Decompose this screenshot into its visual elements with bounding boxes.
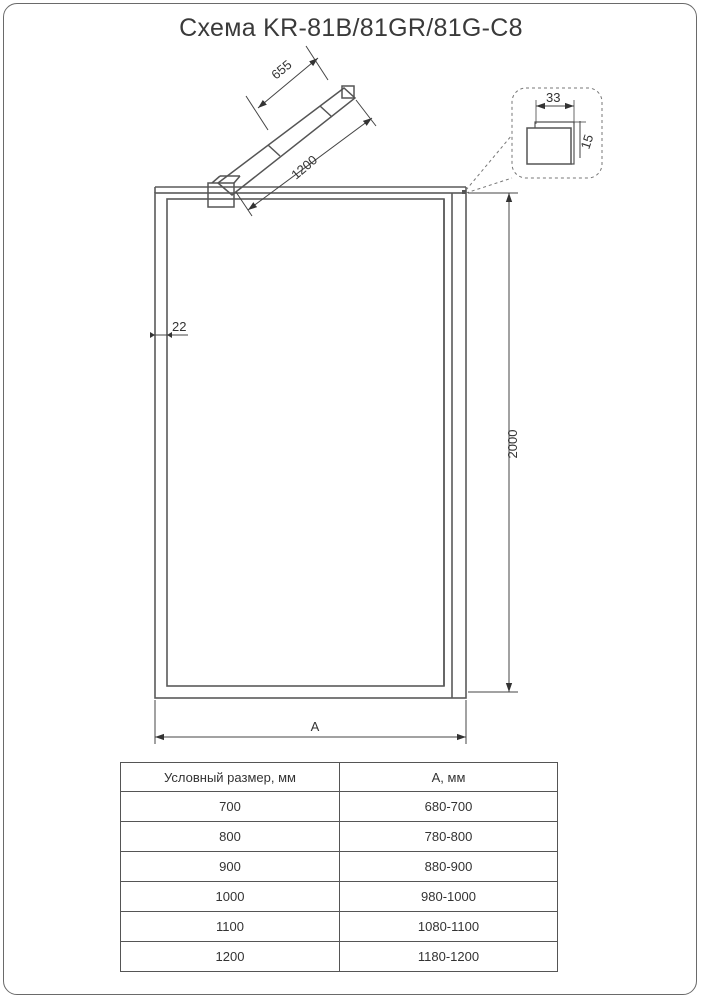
table-row: [121, 822, 558, 852]
nominal-size-cell: 1200: [121, 942, 340, 972]
a-range-cell: 980-1000: [340, 882, 558, 912]
dimension-1200-label: 1200: [288, 152, 321, 183]
page-title: Схема KR-81B/81GR/81G-C8: [179, 14, 523, 42]
dimension-2000-label: 2000: [505, 429, 520, 459]
dimension-a-label: A: [310, 719, 320, 734]
table-row: [121, 852, 558, 882]
nominal-size-cell: 1000: [121, 882, 340, 912]
table-row: [121, 882, 558, 912]
nominal-size-cell: 800: [121, 822, 340, 852]
a-range-cell: 1080-1100: [340, 912, 558, 942]
dimension-655-label: 655: [268, 56, 295, 83]
table-row: [121, 942, 558, 972]
dimension-655: [246, 46, 328, 130]
shower-panel: [155, 187, 466, 698]
a-range-cell: 880-900: [340, 852, 558, 882]
stabilizer-bar-body: [218, 88, 355, 195]
column-header-a: A, мм: [340, 763, 558, 792]
nominal-size-cell: 900: [121, 852, 340, 882]
nominal-size-cell: 700: [121, 792, 340, 822]
dimension-15-label: 15: [577, 132, 597, 151]
nominal-size-cell: 1100: [121, 912, 340, 942]
column-header-nominal-size: Условный размер, мм: [121, 763, 340, 792]
a-range-cell: 680-700: [340, 792, 558, 822]
size-table: [120, 762, 558, 972]
panel-inner-frame: [167, 199, 444, 686]
panel-outer-frame: [155, 193, 466, 698]
table-row: [121, 912, 558, 942]
dimension-33-label: 33: [546, 90, 561, 105]
dimension-22-label: 22: [172, 319, 187, 334]
a-range-cell: 780-800: [340, 822, 558, 852]
profile-section: [527, 128, 571, 164]
a-range-cell: 1180-1200: [340, 942, 558, 972]
table-row: [121, 792, 558, 822]
table-header-row: [121, 763, 558, 792]
